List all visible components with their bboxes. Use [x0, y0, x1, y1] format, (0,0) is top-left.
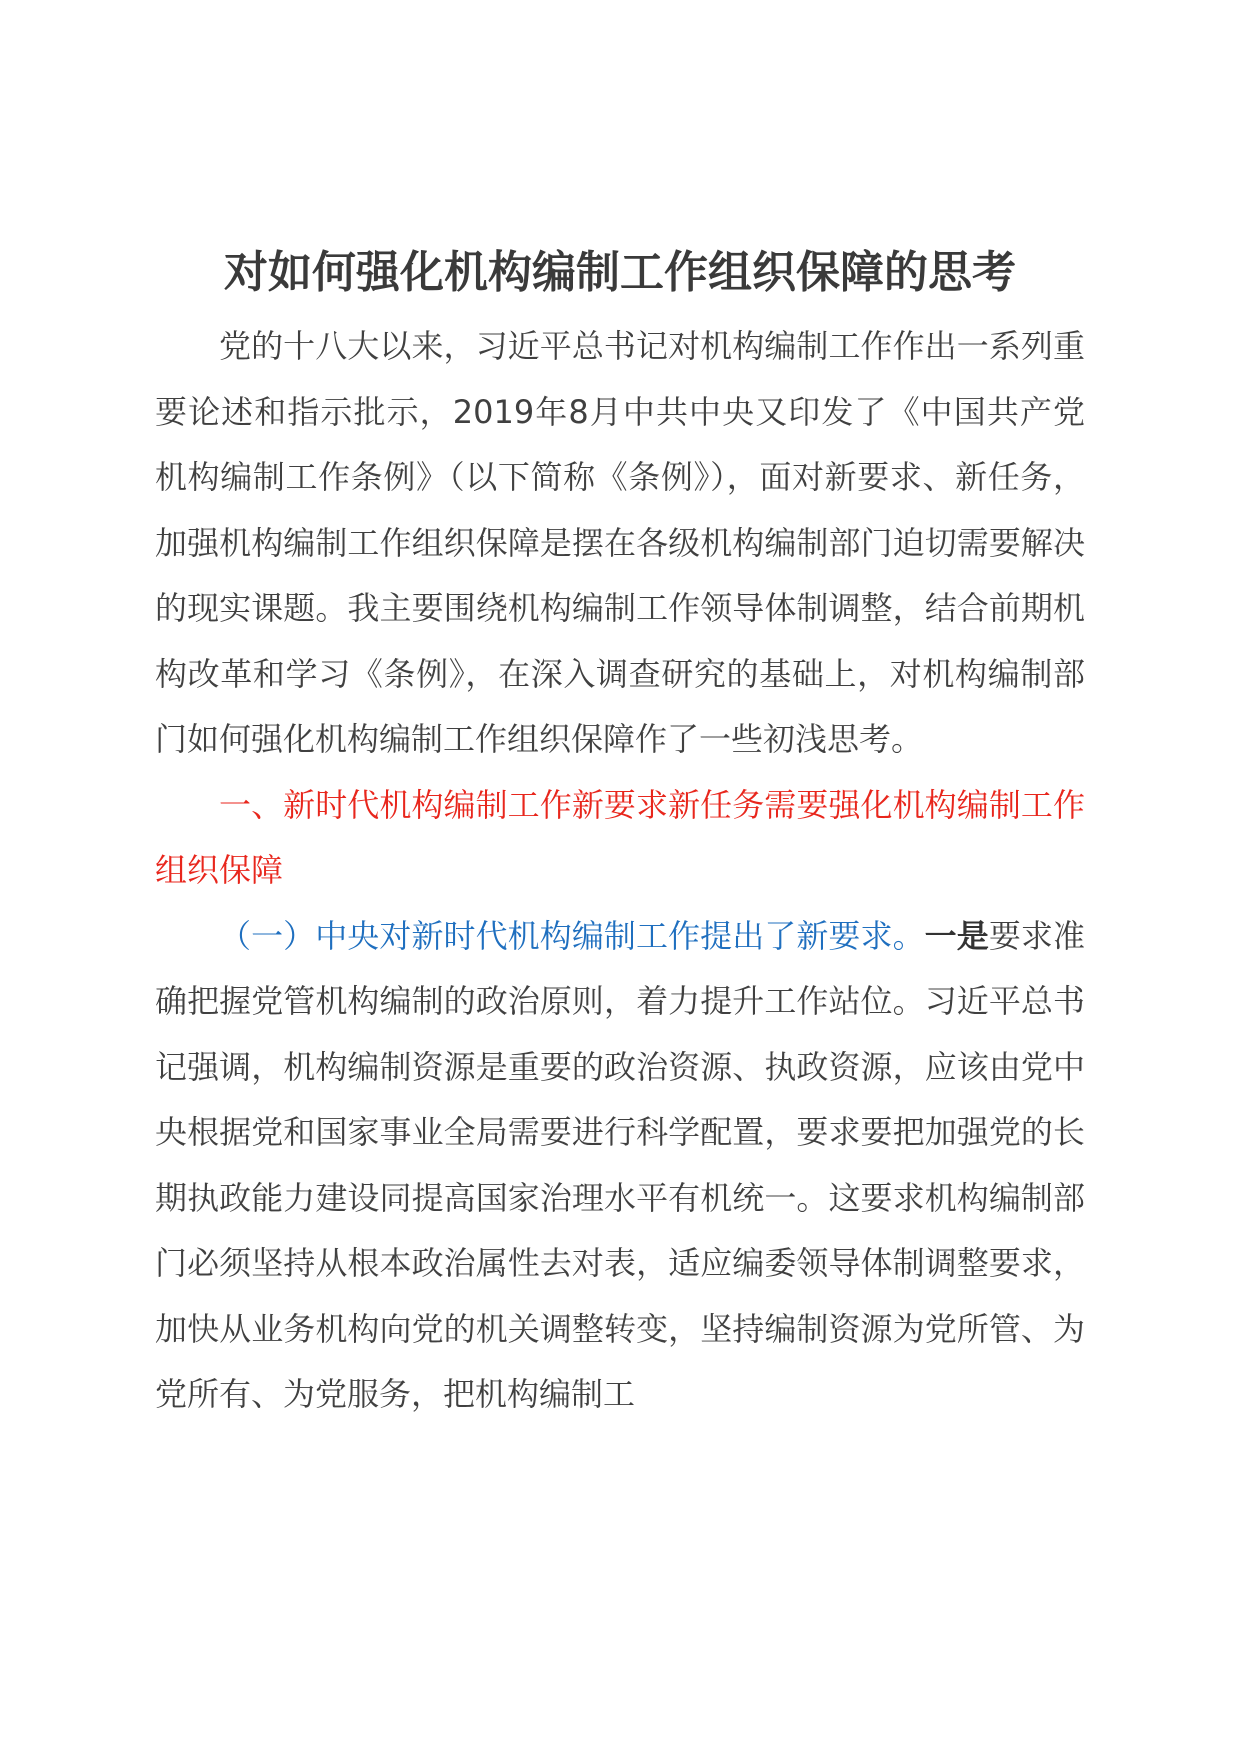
- sub-1-body-text: 要求准确把握党管机构编制的政治原则，着力提升工作站位。习近平总书记强调，机构编制资源是重要的政治资源、执政资源，应该由党中央根据党和国家事业全局需要进行科学配置，要求要把加强党的长期执政能力建设同提高国家治理水平有机统一。这要求机构编制部门必须坚持从根本政治属性去对表，适应编委领导体制调整要求，加快从业务机构向党的机关调整转变，坚持编制资源为党所管、为党所有、为党服务，把机构编制工: [155, 916, 1085, 1413]
- lead-word-first: 一是: [924, 916, 989, 955]
- section-1-sub-1-paragraph: [155, 904, 1085, 1428]
- sub-heading-1: （一）中央对新时代机构编制工作提出了新要求。: [219, 916, 925, 955]
- intro-paragraph: 党的十八大以来，习近平总书记对机构编制工作作出一系列重要论述和指示批示，2019年8月中共中央又印发了《中国共产党机构编制工作条例》（以下简称《条例》），面对新要求、新任务，加强机构编制工作组织保障是摆在各级机构编制部门迫切需要解决的现实课题。我主要围绕机构编制工作领导体制调整，结合前期机构改革和学习《条例》，在深入调查研究的基础上，对机构编制部门如何强化机构编制工作组织保障作了一些初浅思考。: [155, 327, 1085, 758]
- section-1-heading: 一、新时代机构编制工作新要求新任务需要强化机构编制工作组织保障: [155, 785, 1085, 889]
- document-title: 对如何强化机构编制工作组织保障的思考: [224, 247, 1016, 298]
- document-body: [155, 238, 1085, 1428]
